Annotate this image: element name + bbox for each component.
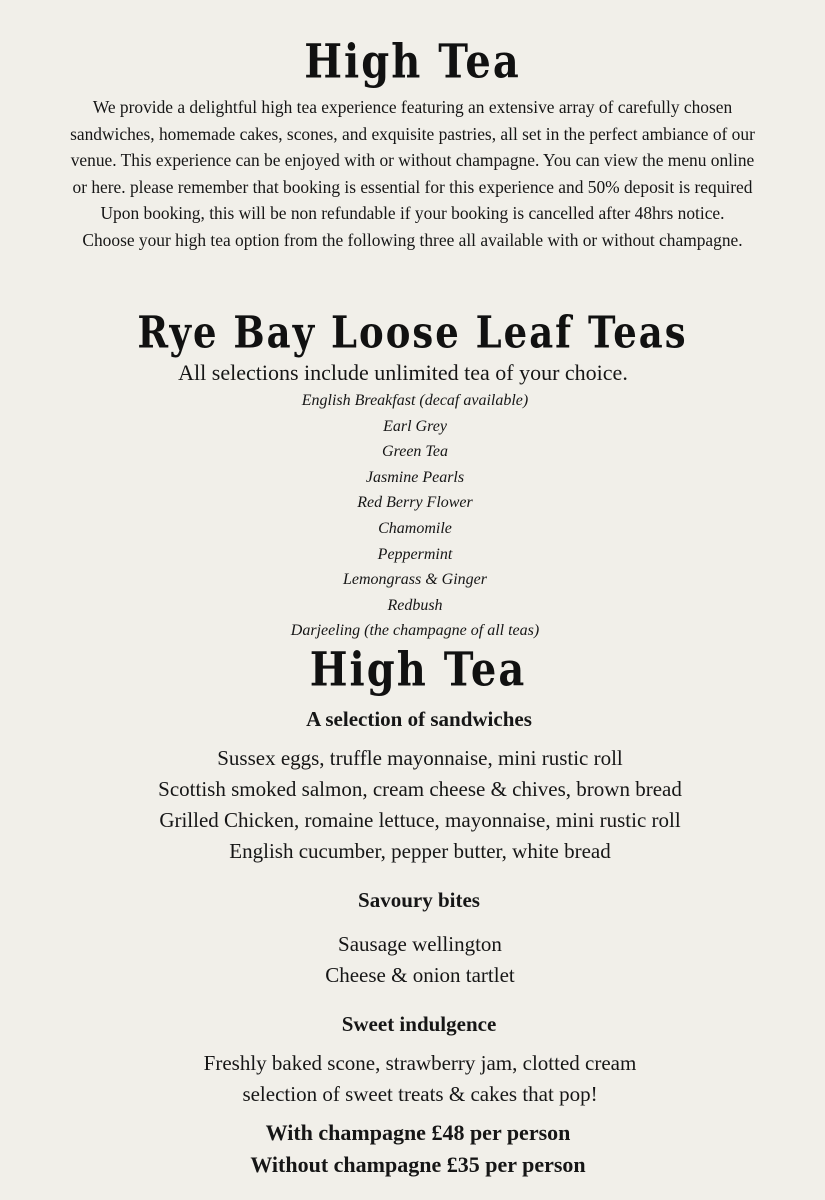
tea-item: Green Tea (382, 443, 448, 461)
tea-item: Lemongrass & Ginger (342, 571, 487, 589)
price-with-champagne: With champagne £48 per person (265, 1120, 571, 1145)
menu-item: selection of sweet treats & cakes that pop! (242, 1082, 598, 1106)
tea-item: Red Berry Flower (357, 494, 473, 512)
price-list (0, 1117, 825, 1181)
menu-item: Sausage wellington (338, 932, 502, 956)
savoury-list (0, 929, 825, 991)
tea-item: Earl Grey (383, 417, 447, 435)
menu-item: Cheese & onion tartlet (325, 963, 515, 987)
intro-paragraph-options: Choose your high tea option from the following three all available with or without champagne. (82, 229, 743, 250)
tea-item: Jasmine Pearls (365, 468, 465, 486)
page-title: High Tea (304, 33, 521, 90)
sweet-list (0, 1048, 825, 1110)
tea-item: Darjeeling (the champagne of all teas) (290, 622, 540, 640)
tea-list (0, 388, 825, 644)
menu-title: High Tea (309, 641, 527, 698)
tea-item: Peppermint (377, 545, 453, 563)
menu-item: Freshly baked scone, strawberry jam, clotted cream (203, 1051, 637, 1075)
menu-item: Grilled Chicken, romaine lettuce, mayonnaise, mini rustic roll (159, 808, 681, 832)
intro-paragraph: We provide a delightful high tea experience featuring an extensive array of carefully chosen sandwiches, homemade cakes, scones, and exquisite pastries, all set in the perfect ambiance of our venue. This experience can be enjoyed with or without champagne. You can view the menu online or here. please remember that booking is essential for this experience and 50% deposit is required Upon booking, this will be non refundable if your booking is cancelled after 48hrs notice. (70, 97, 755, 224)
tea-item: Chamomile (378, 519, 452, 537)
menu-item: Scottish smoked salmon, cream cheese & chives, brown bread (158, 777, 682, 801)
intro-text (62, 94, 763, 254)
sweet-heading: Sweet indulgence (341, 1012, 497, 1036)
menu-item: Sussex eggs, truffle mayonnaise, mini rustic roll (217, 746, 623, 770)
tea-item: English Breakfast (decaf available) (301, 392, 529, 409)
savoury-heading: Savoury bites (358, 888, 480, 912)
price-without-champagne: Without champagne £35 per person (250, 1152, 586, 1177)
sandwiches-list (0, 743, 825, 867)
tea-item: Redbush (387, 596, 443, 614)
sandwiches-heading: A selection of sandwiches (306, 707, 532, 731)
menu-item: English cucumber, pepper butter, white bread (229, 839, 611, 863)
teas-subtitle: All selections include unlimited tea of your choice. (178, 360, 628, 385)
teas-title: Rye Bay Loose Leaf Teas (137, 305, 688, 358)
